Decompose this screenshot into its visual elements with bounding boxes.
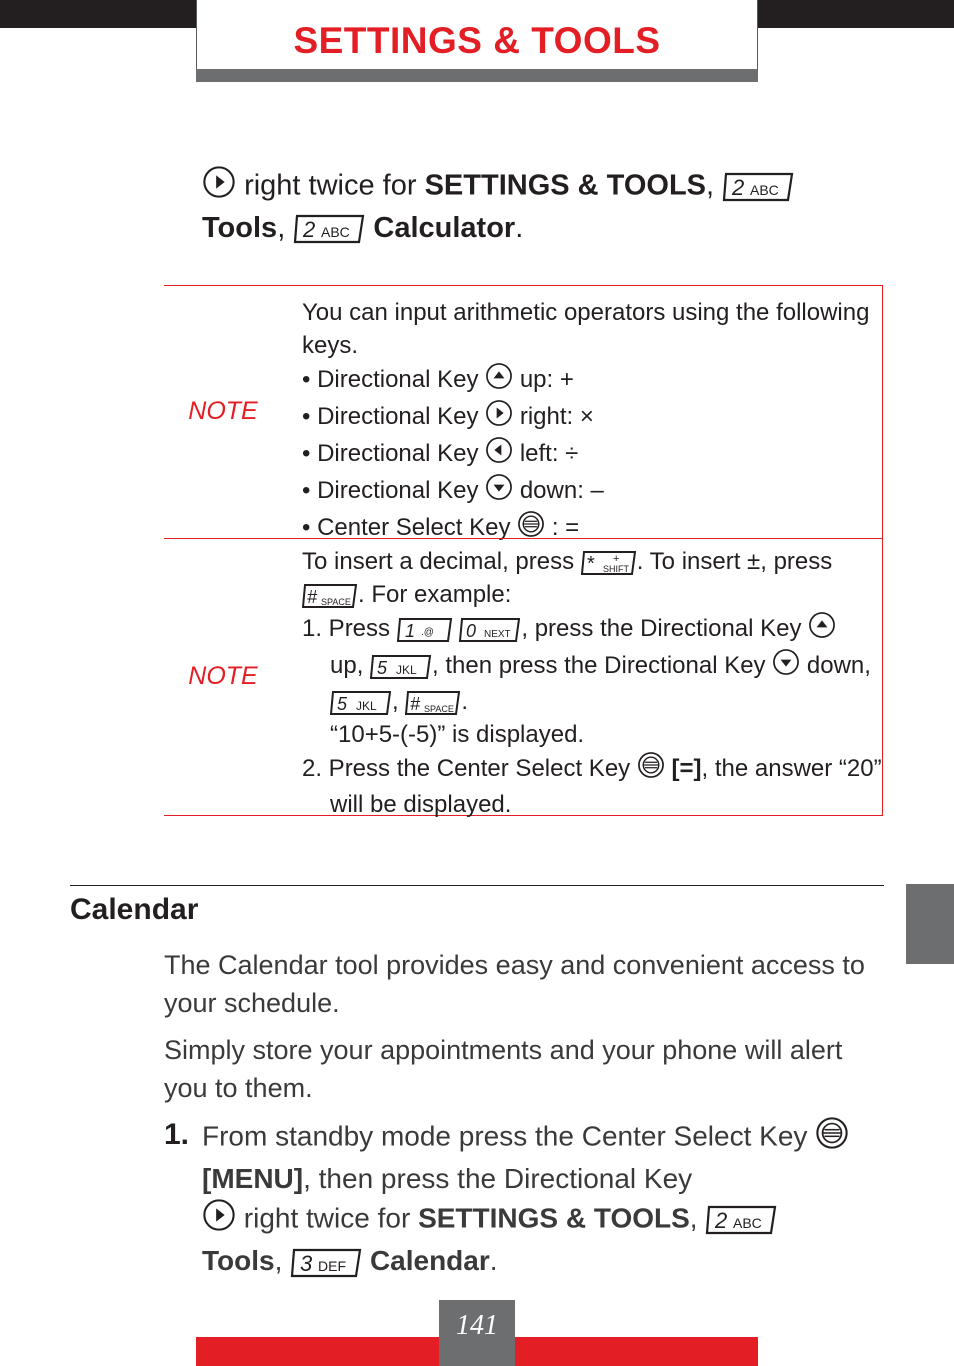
key-1-icon xyxy=(397,617,453,643)
top-instruction: right twice for SETTINGS & TOOLS, 2 ABC Tools, 2 ABC Calculator. xyxy=(202,165,902,247)
key-2abc-icon xyxy=(293,214,365,244)
svg-text:0: 0 xyxy=(466,620,477,641)
svg-text:5: 5 xyxy=(377,657,388,678)
section-title-calendar: Calendar xyxy=(70,893,199,926)
center-select-key-icon xyxy=(815,1116,849,1160)
directional-down-icon xyxy=(485,473,513,510)
page-number: 141 xyxy=(456,1310,498,1341)
svg-text:SPACE: SPACE xyxy=(321,596,351,607)
svg-text:2: 2 xyxy=(303,217,316,243)
svg-text:ABC: ABC xyxy=(733,1215,763,1231)
directional-up-icon xyxy=(808,611,836,648)
step-number: 1. xyxy=(164,1118,190,1151)
svg-text:ABC: ABC xyxy=(750,182,779,198)
key-2abc-icon xyxy=(722,172,794,202)
note-label-2: NOTE xyxy=(188,662,258,690)
side-tab xyxy=(906,884,954,964)
directional-up-icon xyxy=(485,362,513,399)
key-0-next-icon xyxy=(459,617,521,643)
key-2abc-icon xyxy=(705,1205,777,1235)
header-bar-left xyxy=(0,0,196,28)
svg-text:DEF: DEF xyxy=(318,1257,347,1274)
svg-text:JKL: JKL xyxy=(356,698,377,713)
svg-text:SPACE: SPACE xyxy=(424,703,455,714)
key-star-shift-icon xyxy=(581,550,637,576)
svg-text:JKL: JKL xyxy=(396,662,417,677)
svg-text:2: 2 xyxy=(715,1208,728,1233)
svg-text:5: 5 xyxy=(337,693,348,714)
page-title: SETTINGS & TOOLS xyxy=(293,20,661,61)
section-rule xyxy=(70,885,884,886)
directional-down-icon xyxy=(772,648,800,685)
note-text-2: To insert a decimal, press * SHIFT + . To insert ±, press # SPACE . For example: 1. Press 1 .@ 0 NEXT , press the Directional Key up, 5 JKL , then press the Directional Key down, 5 JKL , # SPACE . “10+5-(-5)” is displayed. 2. Press the Center Select Key [=], the answer “20” will be displayed. xyxy=(302,548,882,818)
note1-item-left: • Directional Key left: ÷ xyxy=(302,436,882,473)
note1-item-up: • Directional Key up: + xyxy=(302,362,882,399)
key-3def-icon xyxy=(290,1248,362,1278)
directional-right-icon xyxy=(202,1198,236,1242)
svg-text:NEXT: NEXT xyxy=(484,628,512,640)
note-text-1: You can input arithmetic operators using the following keys. • Directional Key up: + • Directional Key right: × • Directional Key left: ÷ • Directional Key down: – • Center Select Key : = xyxy=(302,296,882,547)
note1-item-down: • Directional Key down: – xyxy=(302,473,882,510)
svg-text:#: # xyxy=(410,693,421,714)
key-5jkl-icon xyxy=(330,690,392,716)
svg-text:+: + xyxy=(612,552,620,565)
key-hash-space-icon xyxy=(405,690,461,716)
svg-text:2: 2 xyxy=(732,175,745,200)
note-label-1: NOTE xyxy=(188,397,258,425)
calendar-paragraph-1: The Calendar tool provides easy and convenient access to your schedule. xyxy=(164,950,865,1018)
header-strip xyxy=(196,69,758,82)
header-bar-right xyxy=(758,0,954,28)
svg-text:3: 3 xyxy=(300,1250,313,1276)
key-hash-space-icon xyxy=(302,583,358,609)
note1-item-center: • Center Select Key : = xyxy=(302,510,882,547)
calendar-step-1: From standby mode press the Center Select Key [MENU], then press the Directional Key right twice for SETTINGS & TOOLS, 2 ABC Tools, 3 DEF Calendar. xyxy=(202,1116,892,1280)
key-5jkl-icon xyxy=(370,654,432,680)
svg-text:#: # xyxy=(307,586,318,607)
svg-text:ABC: ABC xyxy=(321,224,351,241)
directional-left-icon xyxy=(485,436,513,473)
center-select-key-icon xyxy=(637,751,665,788)
svg-text:1: 1 xyxy=(404,620,415,641)
calendar-paragraph-2: Simply store your appointments and your phone will alert you to them. xyxy=(164,1035,843,1103)
directional-right-icon xyxy=(485,399,513,436)
directional-right-icon xyxy=(202,165,236,209)
note1-item-right: • Directional Key right: × xyxy=(302,399,882,436)
svg-text:SHIFT: SHIFT xyxy=(602,563,629,574)
svg-text:*: * xyxy=(586,552,595,575)
svg-text:.@: .@ xyxy=(420,626,434,638)
